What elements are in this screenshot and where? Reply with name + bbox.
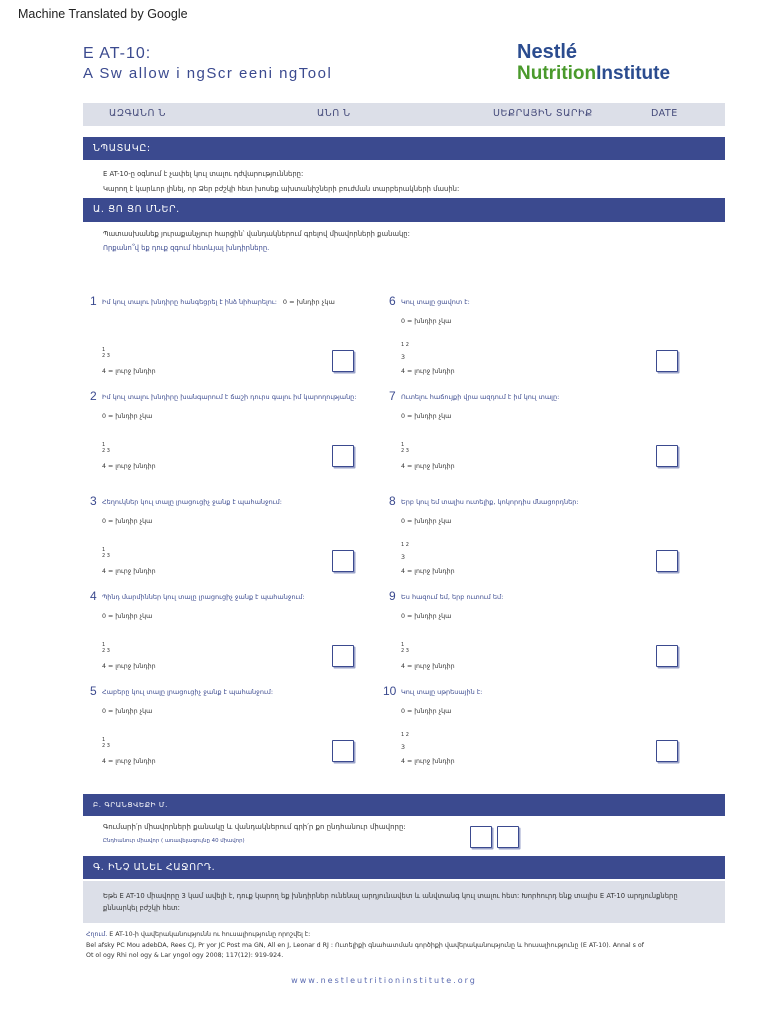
question-9 [389, 589, 664, 679]
reference-label: Հղում. [86, 931, 108, 938]
section-a-instruction: Պատասխանեք յուրաքանչյուր հարցին՝ վանդակներում գրելով միավորների քանակը: [103, 230, 410, 238]
option-two-three: 2 3 [102, 743, 110, 749]
section-a-heading: Ա. ՑՈ ՑՈ ՄՆԵՐ. [83, 198, 725, 222]
objective-line-2: Կարող է կարևոր լինել, որ Ձեր բժշկի հետ խոսեք ախտանիշների բուժման տարբերակների մասին: [103, 185, 460, 193]
total-score-box-units[interactable] [497, 826, 519, 848]
question-4 [90, 589, 365, 679]
score-instruction: Գումարի՛ր միավորների քանակը և վանդակներում գրի՛ր քո ընդհանուր միավորը: [103, 823, 406, 831]
option-four: 4 = լուրջ խնդիր [401, 568, 455, 575]
option-zero: 0 = խնդիր չկա [401, 413, 452, 420]
option-one: 1 [102, 642, 106, 648]
option-one: 1 2 [401, 732, 409, 738]
question-number: 8 [389, 494, 396, 508]
option-one: 1 [102, 442, 106, 448]
next-steps-heading: Գ. ԻՆՉ ԱՆԵԼ ՀԱՋՈՐԴ. [83, 856, 725, 879]
question-7 [389, 389, 664, 479]
question-number: 10 [383, 684, 397, 698]
logo-nutrition: Nutrition [517, 63, 597, 84]
score-input-box[interactable] [332, 445, 354, 467]
question-text: Ես հազում եմ, երբ ուտում եմ: [401, 593, 504, 601]
reference-line-3: Ot ol ogy Rhi nol ogy & Lar yngol ogy 2008; 117(12): 919-924. [86, 952, 284, 959]
section-a-prompt: Որքանո՞վ եք դուք զգում հետևյալ խնդիրները. [103, 244, 270, 252]
website-link[interactable]: www.nestleutritioninstitute.org [291, 976, 477, 985]
option-four: 4 = լուրջ խնդիր [401, 368, 455, 375]
option-four: 4 = լուրջ խնդիր [102, 758, 156, 765]
objective-line-1: E AT-10-ը օգնում է չափել կուլ տալու դժվարությունները: [103, 170, 304, 178]
first-name-label: ԱՆՈ Ն [317, 108, 351, 119]
option-two-three: 2 3 [102, 553, 110, 559]
next-steps-line-1: Եթե E AT-10 միավորը 3 կամ ավելի է, դուք կարող եք խնդիրներ ունենալ արդյունավետ և անվտանգ կուլ տալու հետ: Խորհուրդ ենք տալիս E AT-10 արդյունքները [103, 892, 678, 900]
total-score-box-tens[interactable] [470, 826, 492, 848]
option-two-three: 2 3 [401, 648, 409, 654]
option-four: 4 = լուրջ խնդիր [401, 663, 455, 670]
reference-line-2: Bel afsky PC Mou adebDA, Rees CJ, Pr yor JC Post ma GN, All en J, Leonar d RJ : Ուտելիքի գնահատման գործիքի վավերականությունը և հուսալիությունը (E AT-10). Annal s of [86, 941, 644, 949]
option-zero: 0 = խնդիր չկա [401, 613, 452, 620]
score-input-box[interactable] [656, 445, 678, 467]
option-three: 3 [401, 554, 406, 561]
score-heading: Բ. ԳՐԱՆՑՎԵՔԻ Մ. [83, 794, 725, 816]
option-two-three: 2 3 [102, 448, 110, 454]
next-steps-text [83, 881, 725, 923]
option-four: 4 = լուրջ խնդիր [401, 463, 455, 470]
question-number: 4 [90, 589, 97, 603]
question-number: 9 [389, 589, 396, 603]
question-5 [90, 684, 365, 774]
title-line-2: A Sw allow i ngScr eeni ngTool [83, 65, 333, 82]
reference-intro: E AT-10-ի վավերականությունն ու հուսալիությունը որոշվել է: [109, 931, 311, 938]
option-zero: 0 = խնդիր չկա [401, 708, 452, 715]
option-four: 4 = լուրջ խնդիր [102, 663, 156, 670]
references [86, 930, 644, 962]
question-3 [90, 494, 365, 584]
sex-age-label: ՍԵՔՐԱՅԻՆ ՏԱՐԻՔ [493, 108, 593, 119]
option-one: 1 2 [401, 542, 409, 548]
question-number: 1 [90, 294, 97, 308]
option-zero: 0 = խնդիր չկա [401, 318, 452, 325]
question-text: Հաբերը կուլ տալը լրացուցիչ ջանք է պահանջում: [102, 688, 274, 696]
question-text: Կուլ տալը սթրեսային է: [401, 688, 483, 696]
question-text: Հեղուկներ կուլ տալը լրացուցիչ ջանք է պահանջում: [102, 498, 282, 506]
question-text: Կուլ տալը ցավոտ է: [401, 298, 470, 306]
objective-heading: ՆՊԱՏԱԿԸ: [83, 137, 725, 160]
question-text [102, 298, 335, 306]
option-one: 1 [102, 547, 106, 553]
score-input-box[interactable] [332, 350, 354, 372]
logo-nestle: Nestlé [517, 41, 578, 63]
question-10 [383, 684, 664, 774]
score-input-box[interactable] [332, 740, 354, 762]
option-zero: 0 = խնդիր չկա [102, 413, 153, 420]
question-8 [389, 494, 664, 584]
question-text: Երբ կուլ եմ տալիս ուտելիք, կոկորդիս մնացորդներ: [401, 498, 579, 506]
option-two-three: 2 3 [401, 448, 409, 454]
question-text-content: Իմ կուլ տալու խնդիրը հանգեցրել է ինձ նիհարելու: [102, 298, 277, 306]
last-name-label: ԱԶԳԱՆՈ Ն [109, 108, 166, 119]
option-zero: 0 = խնդիր չկա [401, 518, 452, 525]
option-one: 1 [401, 642, 405, 648]
question-number: 7 [389, 389, 396, 403]
translation-banner: Machine Translated by Google [18, 7, 188, 21]
option-zero: 0 = խնդիր չկա [102, 518, 153, 525]
option-one: 1 [102, 737, 106, 743]
option-one: 1 [401, 442, 405, 448]
question-number: 5 [90, 684, 97, 698]
document-title [83, 44, 332, 84]
nestle-nutrition-institute-logo [517, 42, 670, 84]
option-one: 1 [102, 347, 106, 353]
option-four: 4 = լուրջ խնդիր [102, 463, 156, 470]
score-input-box[interactable] [656, 740, 678, 762]
date-label: DATE [651, 108, 678, 119]
option-zero-inline: 0 = խնդիր չկա [282, 298, 335, 306]
option-four: 4 = լուրջ խնդիր [102, 568, 156, 575]
logo-nutrition-institute [517, 63, 670, 84]
option-zero: 0 = խնդիր չկա [102, 708, 153, 715]
question-number: 2 [90, 389, 97, 403]
option-four: 4 = լուրջ խնդիր [401, 758, 455, 765]
score-input-box[interactable] [332, 550, 354, 572]
question-text: Իմ կուլ տալու խնդիրը խանգարում է ճաշի դուրս գալու իմ կարողությանը: [102, 393, 357, 401]
option-zero: 0 = խնդիր չկա [102, 613, 153, 620]
reference-line-1 [86, 930, 644, 941]
option-one: 1 2 [401, 342, 409, 348]
question-text: Ուտելու հաճույքի վրա ազդում է իմ կուլ տալը: [401, 393, 560, 401]
question-2 [90, 389, 365, 479]
score-subtitle: Ընդհանուր միավոր ( առավելագույնը 40 միավոր) [103, 838, 245, 844]
option-two-three: 2 3 [102, 648, 110, 654]
score-input-box[interactable] [656, 350, 678, 372]
option-two-three: 2 3 [102, 353, 110, 359]
score-input-box[interactable] [656, 645, 678, 667]
question-text: Պինդ մարմիններ կուլ տալը լրացուցիչ ջանք է պահանջում: [102, 593, 305, 601]
question-1 [90, 294, 365, 384]
patient-info-row [83, 103, 725, 126]
question-number: 3 [90, 494, 97, 508]
question-number: 6 [389, 294, 396, 308]
score-input-box[interactable] [656, 550, 678, 572]
option-three: 3 [401, 744, 406, 751]
question-6 [389, 294, 664, 384]
option-four: 4 = լուրջ խնդիր [102, 368, 156, 375]
logo-institute: Institute [596, 63, 671, 84]
next-steps-line-2: քննարկել բժշկի հետ: [103, 904, 180, 912]
score-input-box[interactable] [332, 645, 354, 667]
option-three: 3 [401, 354, 406, 361]
title-line-1: E AT-10: [83, 45, 152, 62]
